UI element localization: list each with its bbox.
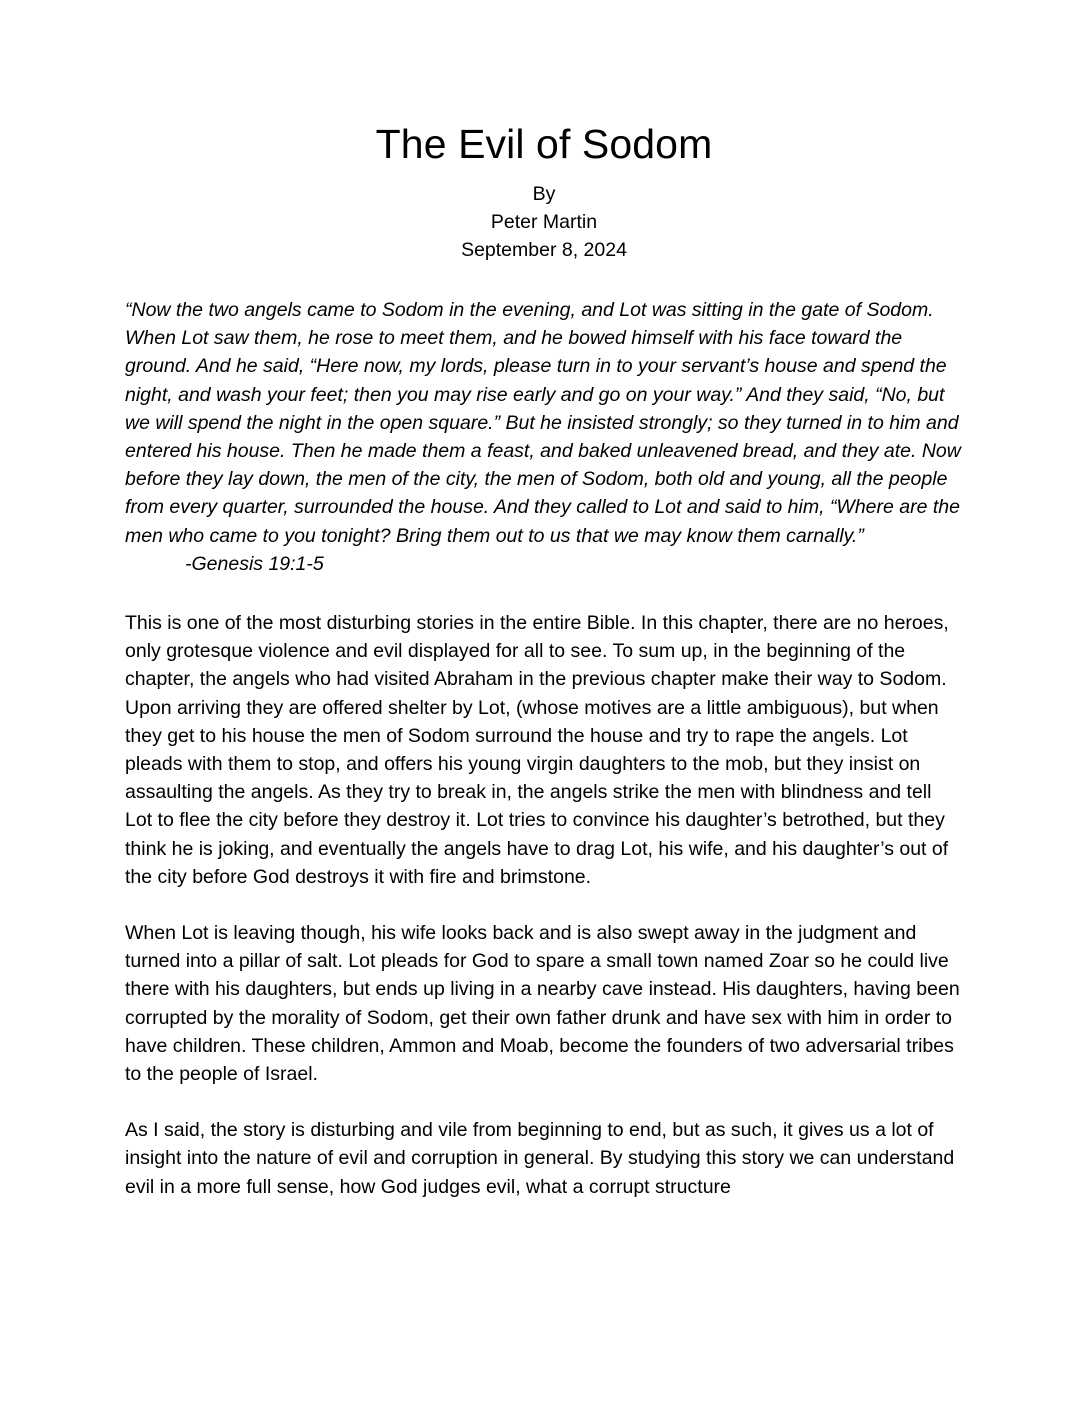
byline-date: September 8, 2024 [461, 238, 627, 261]
epigraph-blockquote [125, 296, 963, 578]
body-paragraph-1: This is one of the most disturbing stories in the entire Bible. In this chapter, there are no heroes, only grotesque violence and evil displayed for all to see. To sum up, in the beginning of the chapter, the angels who had visited Abraham in the previous chapter make their way to Sodom. Upon arriving they are offered shelter by Lot, (whose motives are a little ambiguous), but when they get to his house the men of Sodom surround the house and try to rape the angels. Lot pleads with them to stop, and offers his young virgin daughters to the mob, but they insist on assaulting the angels. As they try to break in, the angels strike the men with blindness and tell Lot to flee the city before they destroy it. Lot tries to convince his daughter’s betrothed, but they think he is joking, and eventually the angels have to drag Lot, his wife, and his daughter’s out of the city before God destroys it with fire and brimstone. [125, 611, 949, 888]
document-body [125, 0, 963, 1201]
page-title: The Evil of Sodom [375, 121, 713, 167]
byline-block [125, 180, 963, 264]
body-paragraphs [125, 609, 963, 1201]
byline-by-label: By [532, 182, 556, 205]
epigraph-text: “Now the two angels came to Sodom in the evening, and Lot was sitting in the gate of Sodom. When Lot saw them, he rose to meet them, and he bowed himself with his face toward the ground. And he said, “Here now, my lords, please turn in to your servant’s house and spend the night, and wash your feet; then you may rise early and go on your way.” And they said, “No, but we will spend the night in the open square.” But he insisted strongly; so they turned in to him and entered his house. Then he made them a feast, and baked unleavened bread, and they ate. Now before they lay down, the men of the city, the men of Sodom, both old and young, all the people from every quarter, surrounded the house. And they called to Lot and said to him, “Where are the men who came to you tonight? Bring them out to us that we may know them carnally.” [125, 298, 961, 547]
epigraph-citation: -Genesis 19:1-5 [185, 552, 324, 575]
body-paragraph-3: As I said, the story is disturbing and vile from beginning to end, but as such, it gives us a lot of insight into the nature of evil and corruption in general. By studying this story we can understand evil in a more full sense, how God judges evil, what a corrupt structure [125, 1119, 955, 1198]
body-paragraph-2: When Lot is leaving though, his wife looks back and is also swept away in the judgment and turned into a pillar of salt. Lot pleads for God to spare a small town named Zoar so he could live there with his daughters, but ends up living in a nearby cave instead. His daughters, having been corrupted by the morality of Sodom, get their own father drunk and have sex with him in order to have children. These children, Ammon and Moab, become the founders of two adversarial tribes to the people of Israel. [125, 921, 960, 1085]
byline-author: Peter Martin [490, 210, 598, 233]
